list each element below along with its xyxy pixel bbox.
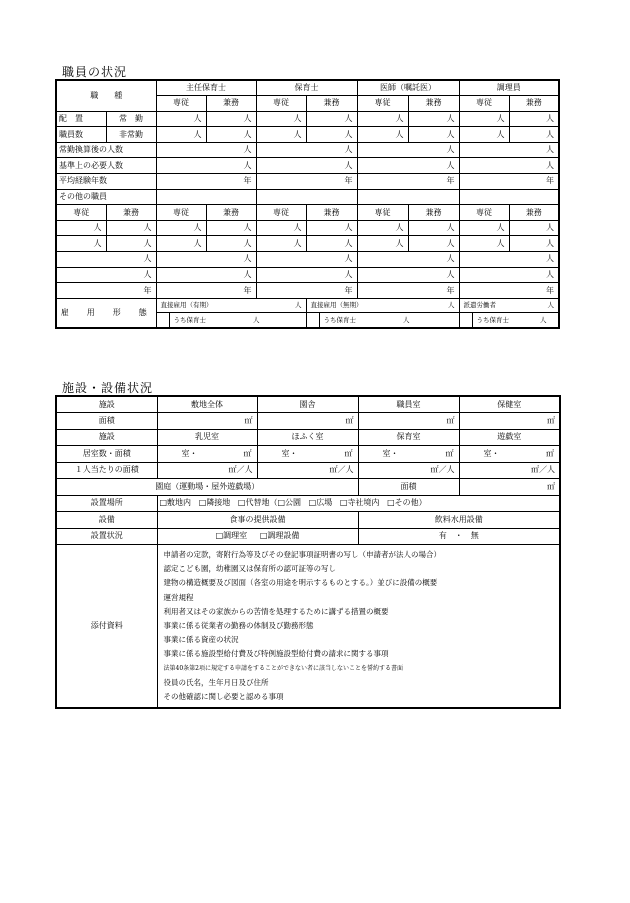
count-field[interactable]: 人 <box>306 111 357 127</box>
fulltime-header: 専従 <box>156 96 206 112</box>
count-field[interactable]: 人 <box>459 111 509 127</box>
cooking-room-checkbox[interactable]: □調理室 <box>215 531 248 541</box>
fulltime-header: 専従 <box>357 96 408 112</box>
garden-area-label: 面積 <box>358 479 459 496</box>
fulltime-header: 専従 <box>256 205 306 221</box>
fte-field[interactable]: 人 <box>459 252 559 268</box>
count-field[interactable]: 人 <box>206 127 256 143</box>
count-field[interactable]: 人 <box>459 220 509 236</box>
count-field[interactable]: 人 <box>509 111 559 127</box>
attachment-item: 法第40条第2項に規定する申請をすることができない者に該当しないことを誓約する書面 <box>163 664 403 672</box>
count-field[interactable]: 人 <box>156 236 206 252</box>
count-field[interactable]: 人 <box>106 236 156 252</box>
placement-label: 配 置 <box>56 111 106 127</box>
location-option-plaza[interactable]: □広場 <box>308 498 333 508</box>
count-field[interactable]: 人 <box>206 236 256 252</box>
count-field[interactable]: 人 <box>306 236 357 252</box>
site-total-header: 敷地全体 <box>157 396 257 413</box>
location-option-other[interactable]: □その他） <box>387 498 427 508</box>
attachment-item: 認定こども園，幼稚園又は保育所の認可証等の写し <box>163 564 336 574</box>
experience-field[interactable]: 年 <box>357 174 459 190</box>
parttime-header: 兼務 <box>509 205 559 221</box>
cooking-equipment-checkbox[interactable]: □調理設備 <box>259 531 300 541</box>
required-label: 基準上の必要人数 <box>56 158 156 174</box>
role-header-cook: 調理員 <box>459 80 559 96</box>
per-person-area-field[interactable]: ㎡／人 <box>459 462 560 479</box>
experience-field[interactable]: 年 <box>357 283 459 299</box>
count-field[interactable]: 人 <box>509 127 559 143</box>
count-field[interactable]: 人 <box>256 236 306 252</box>
parttime-header: 兼務 <box>206 96 256 112</box>
other-staff-role-field[interactable] <box>256 189 357 205</box>
dispatch-cell <box>459 298 559 328</box>
water-equipment-header: 飲料水用設備 <box>358 512 560 529</box>
role-header-doctor: 医師（嘱託医） <box>357 80 459 96</box>
sqm-unit: ㎡ <box>546 448 554 458</box>
experience-field[interactable]: 年 <box>56 283 156 299</box>
other-staff-role-field[interactable] <box>459 189 559 205</box>
attachment-item: 申請者の定款，寄附行為等及びその登記事項証明書の写し（申請者が法人の場合） <box>163 550 441 559</box>
experience-field[interactable]: 年 <box>459 283 559 299</box>
staff-room-header: 職員室 <box>358 396 459 413</box>
attachment-item: 事業に係る従業者の勤務の体制及び勤務形態 <box>163 620 314 630</box>
fulltime-header: 専従 <box>459 96 509 112</box>
attachment-item: その他確認に関し必要と認める事項 <box>163 691 284 701</box>
experience-field[interactable]: 年 <box>256 283 357 299</box>
health-room-header: 保健室 <box>459 396 560 413</box>
count-field[interactable]: 人 <box>357 127 408 143</box>
required-field[interactable]: 人 <box>256 158 357 174</box>
sqm-unit: ㎡ <box>445 448 454 458</box>
building-header: 園舎 <box>257 396 358 413</box>
fulltime-header: 専従 <box>459 205 509 221</box>
rooms-area-field[interactable] <box>257 446 358 463</box>
count-field[interactable]: 人 <box>357 236 408 252</box>
count-field[interactable]: 人 <box>306 220 357 236</box>
location-options <box>157 495 560 512</box>
attachments-label: 添付資料 <box>56 545 157 709</box>
meal-equipment-options <box>157 528 358 545</box>
count-field[interactable]: 人 <box>206 111 256 127</box>
installation-status-label: 設置状況 <box>56 528 157 545</box>
fte-field[interactable]: 人 <box>459 142 559 158</box>
area-field[interactable]: ㎡ <box>257 413 358 430</box>
fulltime-header: 専従 <box>256 96 306 112</box>
required-field[interactable]: 人 <box>357 267 459 283</box>
count-field[interactable]: 人 <box>509 236 559 252</box>
rooms-area-field[interactable] <box>358 446 459 463</box>
count-field[interactable]: 人 <box>459 236 509 252</box>
attachments-list <box>157 545 560 709</box>
area-field[interactable]: ㎡ <box>459 413 560 430</box>
count-field[interactable]: 人 <box>156 111 206 127</box>
location-option-alternative-park[interactable]: □代替地（□公園 <box>237 498 302 508</box>
role-header-chief-nursery: 主任保育士 <box>156 80 256 96</box>
of-which-nursery-label: うち保育士 <box>476 315 509 324</box>
attachment-item: 事業に係る施設型給付費及び特例施設型給付費の請求に関する事項 <box>163 649 389 659</box>
count-field[interactable]: 人 <box>408 220 459 236</box>
count-field[interactable]: 人 <box>357 220 408 236</box>
nursery-count-field[interactable]: 人 <box>253 315 260 324</box>
staff-count-label: 職員数 <box>56 127 106 143</box>
facility-section-title: 施設・設備状況 <box>62 381 154 395</box>
count-field[interactable]: 人 <box>459 127 509 143</box>
fte-field[interactable]: 人 <box>56 252 156 268</box>
experience-field[interactable]: 年 <box>256 174 357 190</box>
area-field[interactable]: ㎡ <box>358 413 459 430</box>
required-field[interactable]: 人 <box>357 158 459 174</box>
required-field[interactable]: 人 <box>156 267 256 283</box>
dispatch-label: 派遣労働者 <box>463 301 496 310</box>
location-label: 設置場所 <box>56 495 157 512</box>
count-field[interactable]: 人 <box>408 236 459 252</box>
crawling-room-header: ほふく室 <box>257 429 358 446</box>
dispatch-count-field[interactable]: 人 <box>547 301 554 310</box>
per-person-area-field[interactable]: ㎡／人 <box>358 462 459 479</box>
job-type-header: 職 種 <box>56 80 156 111</box>
experience-field[interactable]: 年 <box>459 174 559 190</box>
fte-field[interactable]: 人 <box>256 252 357 268</box>
required-field[interactable]: 人 <box>156 158 256 174</box>
rooms-area-label: 居室数・面積 <box>56 446 157 463</box>
count-field[interactable]: 人 <box>206 220 256 236</box>
fte-field[interactable]: 人 <box>357 142 459 158</box>
direct-unfixed-label: 直接雇用（無期） <box>310 301 363 310</box>
count-field[interactable]: 人 <box>306 127 357 143</box>
parttime-header: 兼務 <box>306 205 357 221</box>
nursery-count-field[interactable]: 人 <box>540 315 547 324</box>
direct-fixed-cell <box>156 298 306 328</box>
count-field[interactable]: 人 <box>509 220 559 236</box>
count-field[interactable]: 人 <box>408 127 459 143</box>
fte-field[interactable]: 人 <box>156 252 256 268</box>
fulltime-header: 専従 <box>156 205 206 221</box>
rooms-area-field[interactable] <box>459 446 560 463</box>
employment-type-label: 雇 用 形 態 <box>56 298 156 328</box>
direct-fixed-label: 直接雇用（有期） <box>160 301 213 310</box>
count-field[interactable]: 人 <box>56 220 106 236</box>
count-field[interactable]: 人 <box>56 236 106 252</box>
room-unit: 室・ <box>281 448 298 458</box>
count-field[interactable]: 人 <box>106 220 156 236</box>
parttime-header: 兼務 <box>408 205 459 221</box>
location-option-on-site[interactable]: □敷地内 <box>159 498 192 508</box>
infant-room-header: 乳児室 <box>157 429 257 446</box>
garden-label: 園庭（運動場・屋外遊戯場） <box>56 479 358 496</box>
required-field[interactable]: 人 <box>459 267 559 283</box>
parttime-header: 兼務 <box>306 96 357 112</box>
attachment-item: 建物の構造概要及び図面（各室の用途を明示するものとする。）並びに設備の概要 <box>163 578 438 588</box>
room-unit: 室・ <box>382 448 399 458</box>
fulltime-header: 専従 <box>56 205 106 221</box>
per-person-area-field[interactable]: ㎡／人 <box>257 462 358 479</box>
per-person-area-label: １人当たりの面積 <box>56 462 157 479</box>
count-field[interactable]: 人 <box>256 111 306 127</box>
fulltime-header: 専従 <box>357 205 408 221</box>
equipment-label: 設備 <box>56 512 157 529</box>
direct-fixed-count-field[interactable]: 人 <box>295 301 302 310</box>
parttime-header: 兼務 <box>408 96 459 112</box>
avg-experience-label: 平均経験年数 <box>56 174 156 190</box>
count-field[interactable]: 人 <box>256 127 306 143</box>
role-header-nursery: 保育士 <box>256 80 357 96</box>
room-unit: 室・ <box>181 448 198 458</box>
per-person-area-field[interactable]: ㎡／人 <box>157 462 257 479</box>
fte-field[interactable]: 人 <box>256 142 357 158</box>
other-staff-role-field[interactable] <box>357 189 459 205</box>
required-field[interactable]: 人 <box>56 267 156 283</box>
required-field[interactable]: 人 <box>256 267 357 283</box>
fte-field[interactable]: 人 <box>156 142 256 158</box>
staff-table <box>55 79 560 329</box>
nursery-room-header: 保育室 <box>358 429 459 446</box>
count-field[interactable]: 人 <box>408 111 459 127</box>
experience-field[interactable]: 年 <box>156 174 256 190</box>
count-field[interactable]: 人 <box>357 111 408 127</box>
area-label: 面積 <box>56 413 157 430</box>
parttime-header: 兼務 <box>106 205 156 221</box>
rooms-area-field[interactable] <box>157 446 257 463</box>
staff-section-title: 職員の状況 <box>62 65 128 79</box>
other-staff-label: その他の職員 <box>56 189 156 205</box>
of-which-nursery-label: うち保育士 <box>173 315 206 324</box>
attachment-item: 運営規程 <box>163 592 194 602</box>
sqm-unit: ㎡ <box>243 448 252 458</box>
nursery-count-field[interactable]: 人 <box>403 315 410 324</box>
water-equipment-yes-no[interactable]: 有 ・ 無 <box>358 528 560 545</box>
other-staff-role-field[interactable] <box>156 189 256 205</box>
sqm-unit: ㎡ <box>344 448 353 458</box>
of-which-nursery-label: うち保育士 <box>323 315 356 324</box>
required-field[interactable]: 人 <box>459 158 559 174</box>
fte-label: 常勤換算後の人数 <box>56 142 156 158</box>
direct-unfixed-cell <box>306 298 459 328</box>
location-option-temple-grounds[interactable]: □寺社境内 <box>339 498 380 508</box>
attachment-item: 事業に係る資産の状況 <box>163 635 239 645</box>
direct-unfixed-count-field[interactable]: 人 <box>448 301 455 310</box>
facility-label: 施設 <box>56 396 157 413</box>
regular-label: 常 勤 <box>106 111 156 127</box>
area-field[interactable]: ㎡ <box>157 413 257 430</box>
meal-equipment-header: 食事の提供設備 <box>157 512 358 529</box>
count-field[interactable]: 人 <box>156 127 206 143</box>
facility-label: 施設 <box>56 429 157 446</box>
attachment-item: 役員の氏名，生年月日及び住所 <box>163 677 269 687</box>
experience-field[interactable]: 年 <box>156 283 256 299</box>
nonregular-label: 非常勤 <box>106 127 156 143</box>
fte-field[interactable]: 人 <box>357 252 459 268</box>
location-option-adjacent[interactable]: □隣接地 <box>198 498 231 508</box>
count-field[interactable]: 人 <box>156 220 206 236</box>
play-room-header: 遊戯室 <box>459 429 560 446</box>
garden-area-field[interactable]: ㎡ <box>459 479 560 496</box>
parttime-header: 兼務 <box>206 205 256 221</box>
parttime-header: 兼務 <box>509 96 559 112</box>
count-field[interactable]: 人 <box>256 220 306 236</box>
room-unit: 室・ <box>483 448 500 458</box>
attachment-item: 利用者又はその家族からの苦情を処理するために講ずる措置の概要 <box>163 606 389 616</box>
facility-table <box>55 395 561 709</box>
